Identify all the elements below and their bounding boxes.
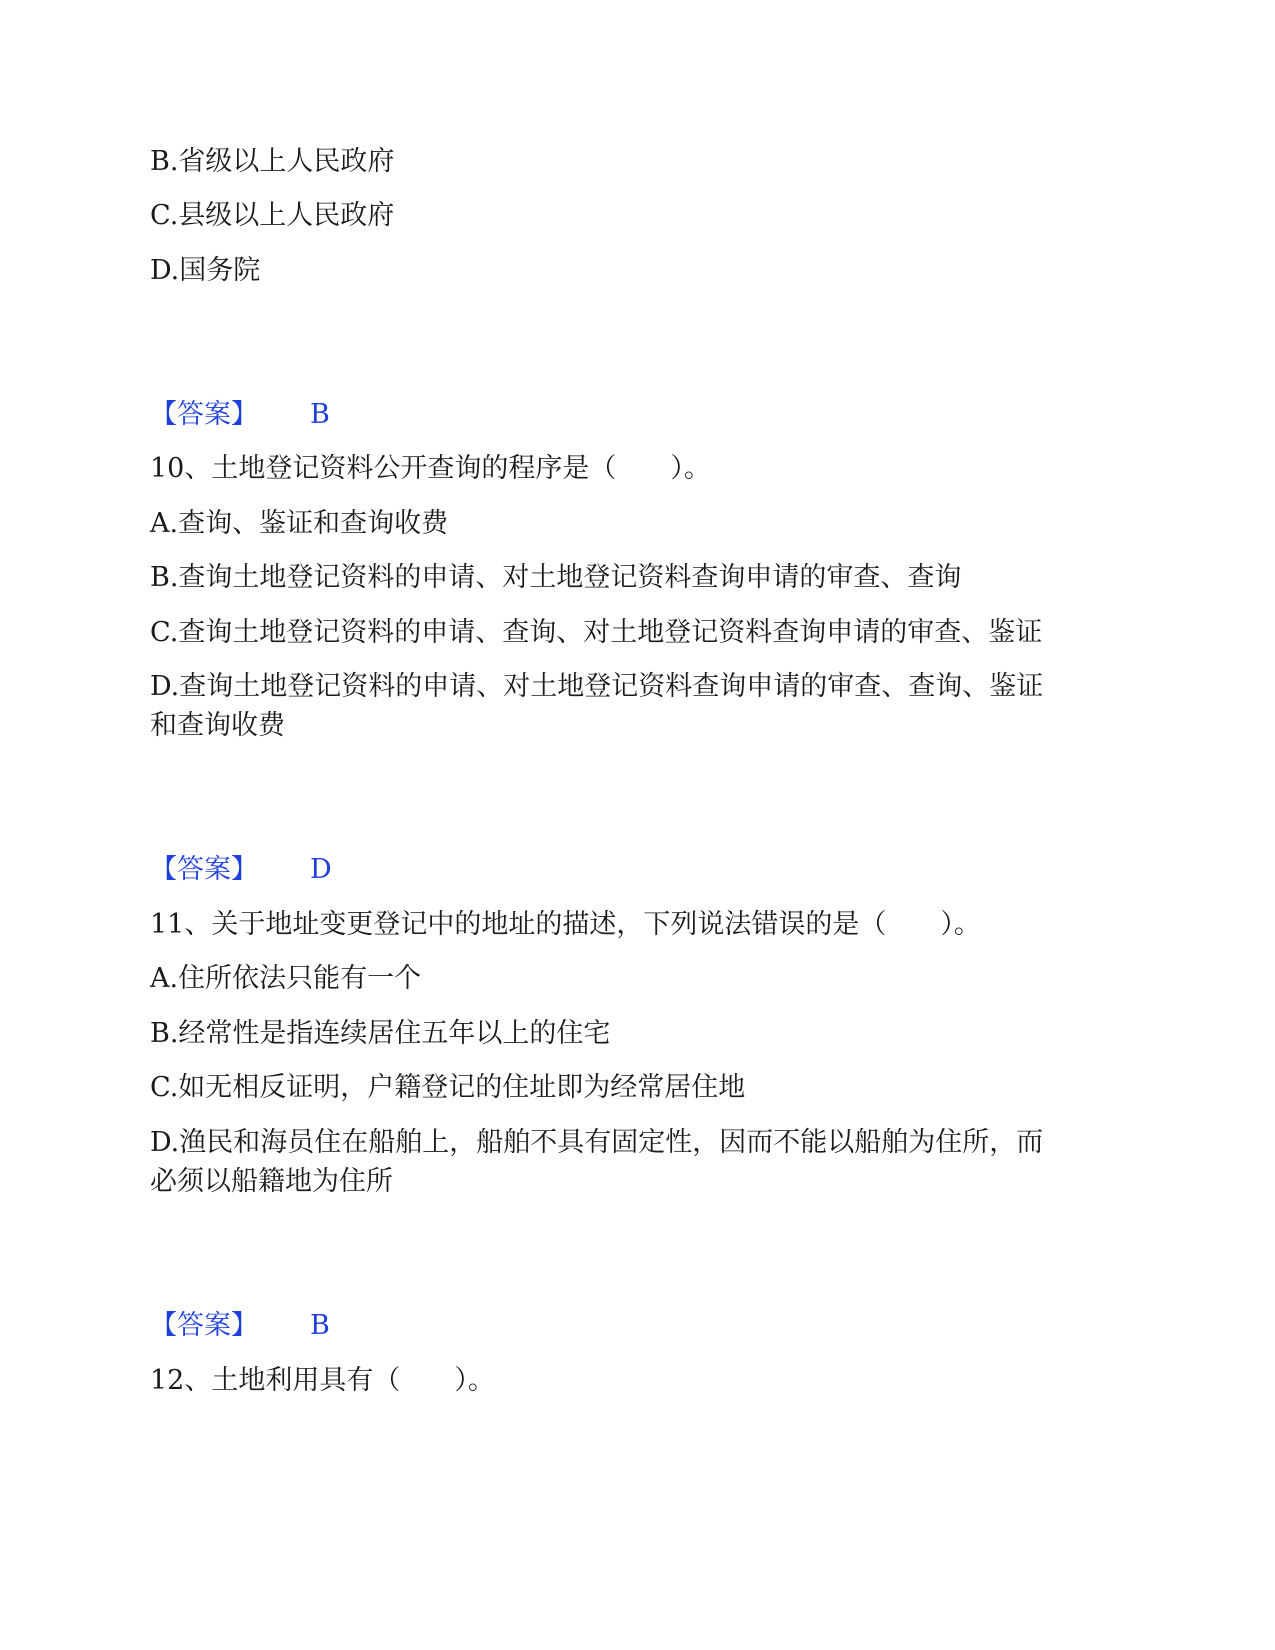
q9-option-d: D.国务院 bbox=[150, 255, 261, 286]
answer-value: D bbox=[310, 854, 332, 885]
q10-option-a: A.查询、鉴证和查询收费 bbox=[150, 508, 449, 539]
q12-question: 12、土地利用具有（ ）。 bbox=[150, 1365, 495, 1396]
q10-option-b: B.查询土地登记资料的申请、对土地登记资料查询申请的审查、查询 bbox=[150, 562, 962, 593]
q9-answer bbox=[150, 395, 330, 435]
q11-question: 11、关于地址变更登记中的地址的描述，下列说法错误的是（ ）。 bbox=[150, 909, 981, 940]
q11-option-d-line1: D.渔民和海员住在船舶上，船舶不具有固定性，因而不能以船舶为住所，而 bbox=[150, 1127, 1044, 1158]
q10-answer bbox=[150, 850, 332, 890]
answer-label: 【答案】 bbox=[150, 854, 258, 885]
q11-answer bbox=[150, 1306, 330, 1346]
answer-value: B bbox=[310, 1310, 330, 1341]
answer-value: B bbox=[310, 399, 330, 430]
q10-option-d-line1: D.查询土地登记资料的申请、对土地登记资料查询申请的审查、查询、鉴证 bbox=[150, 671, 1044, 702]
q11-option-d-line2: 必须以船籍地为住所 bbox=[150, 1166, 393, 1197]
q10-option-c: C.查询土地登记资料的申请、查询、对土地登记资料查询申请的审查、鉴证 bbox=[150, 617, 1043, 648]
q11-option-b: B.经常性是指连续居住五年以上的住宅 bbox=[150, 1018, 611, 1049]
q11-option-c: C.如无相反证明，户籍登记的住址即为经常居住地 bbox=[150, 1072, 746, 1103]
q10-option-d-line2: 和查询收费 bbox=[150, 710, 285, 741]
q10-question: 10、土地登记资料公开查询的程序是（ ）。 bbox=[150, 453, 711, 484]
q9-option-c: C.县级以上人民政府 bbox=[150, 200, 395, 231]
q11-option-a: A.住所依法只能有一个 bbox=[150, 963, 422, 994]
answer-label: 【答案】 bbox=[150, 1310, 258, 1341]
q9-option-b: B.省级以上人民政府 bbox=[150, 146, 395, 177]
answer-label: 【答案】 bbox=[150, 399, 258, 430]
